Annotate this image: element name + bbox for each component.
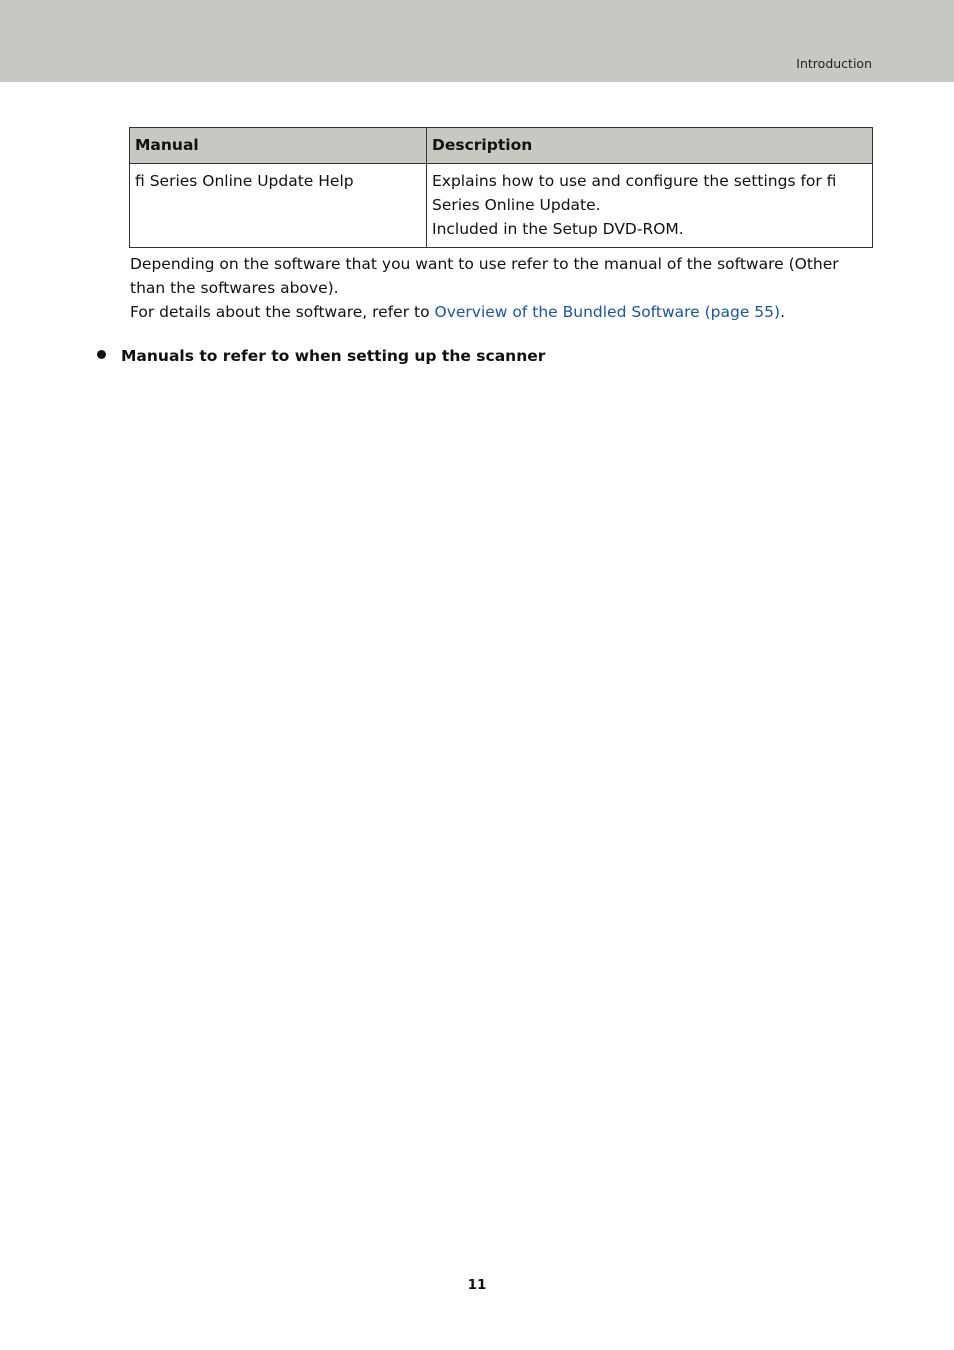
description-line: Series Online Update. xyxy=(432,196,601,214)
description-cell xyxy=(427,164,873,248)
paragraph-line-2 xyxy=(130,300,875,324)
paragraph-prefix: For details about the software, refer to xyxy=(130,303,435,321)
bullet-dot-icon xyxy=(97,350,106,359)
column-header-manual: Manual xyxy=(130,128,427,164)
manual-cell: fi Series Online Update Help xyxy=(130,164,427,248)
manuals-table xyxy=(129,127,873,248)
bullet-item xyxy=(97,344,545,368)
table-header-row xyxy=(130,128,873,164)
description-line: Explains how to use and configure the settings for fi xyxy=(432,172,837,190)
body-paragraph xyxy=(130,252,875,324)
description-line: Included in the Setup DVD-ROM. xyxy=(432,220,684,238)
table-row xyxy=(130,164,873,248)
bullet-text: Manuals to refer to when setting up the scanner xyxy=(121,347,546,365)
paragraph-suffix: . xyxy=(780,303,786,321)
header-band xyxy=(0,0,954,82)
section-title: Introduction xyxy=(796,56,872,71)
page-number: 11 xyxy=(467,1277,487,1293)
column-header-description: Description xyxy=(427,128,873,164)
bundled-software-link[interactable]: Overview of the Bundled Software (page 55) xyxy=(434,303,781,321)
paragraph-line-1: Depending on the software that you want to use refer to the manual of the software (Other than the softwares above). xyxy=(130,255,839,297)
